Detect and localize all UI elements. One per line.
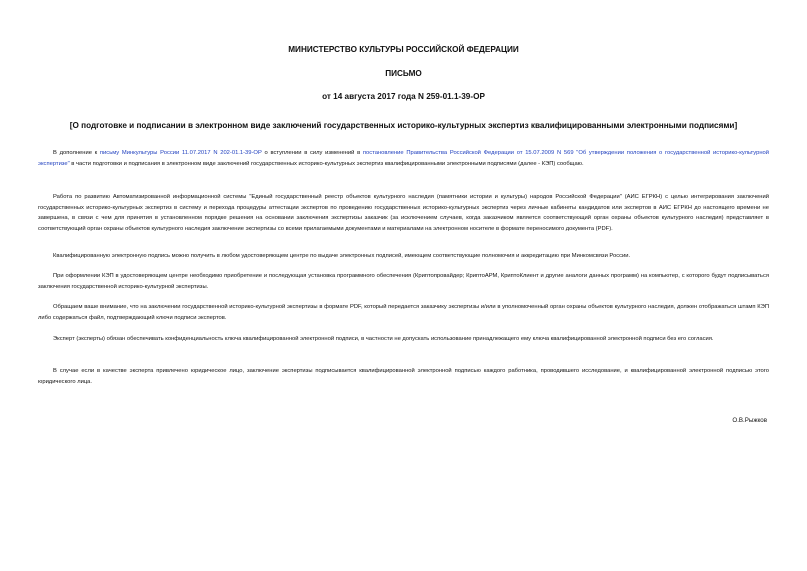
letter-link[interactable]: письму Минкультуры России 11.07.2017 N 202-01.1-39-ОР bbox=[99, 150, 262, 156]
paragraph-1-text-b: о вступлении в силу изменений в bbox=[261, 150, 363, 156]
date-and-number: от 14 августа 2017 года N 259-01.1-39-ОР bbox=[322, 92, 485, 101]
resolution-link[interactable]: постановление Правительства Российской Федерации от 15.07.2009 N 569 "Об утверждении положения о государственной историко-культурной экспертизе" bbox=[38, 150, 769, 167]
ministry-heading: МИНИСТЕРСТВО КУЛЬТУРЫ РОССИЙСКОЙ ФЕДЕРАЦИИ bbox=[288, 45, 519, 54]
paragraph-3: Квалифицированную электронную подпись можно получить в любом удостоверяющем центре по выдаче электронных подписей, имеющем соответствующие полномочия и аккредитацию при Минкомсвязи России. bbox=[53, 253, 631, 259]
paragraph-6: Эксперт (эксперты) обязан обеспечивать конфиденциальность ключа квалифицированной электронной подписи, в частности не допускать использование принадлежащего ему ключа квалифицированной электронной подписи без его согласия. bbox=[53, 336, 714, 342]
paragraph-4: При оформлении КЭП в удостоверяющем центре необходимо приобретение и последующая установка программного обеспечения (Криптопровайдер; КриптоАРМ, КриптоКлиент и другие аналоги данных программ) на компьютер, с которого будут подписываться заключения государственной историко-культурной экспертизы. bbox=[38, 273, 769, 290]
document-subject: [О подготовке и подписании в электронном виде заключений государственных историко-культурных экспертиз квалифицированными электронными подписями] bbox=[69, 121, 738, 130]
paragraph-5: Обращаем ваше внимание, что на заключении государственной историко-культурной экспертизы в формате PDF, который передается заказчику экспертизы и/или в уполномоченный орган охраны объектов культурного наследия, должен отображаться штамп КЭП либо содержаться файл, подтверждающий ключи подписи экспертов. bbox=[38, 304, 769, 321]
signature: О.В.Рыжков bbox=[732, 417, 767, 424]
document-type: ПИСЬМО bbox=[385, 69, 422, 78]
paragraph-2: Работа по развитию Автоматизированной информационной системы "Единый государственный реестр объектов культурного наследия (памятники истории и культуры) народов Российской Федерации" (АИС ЕГРКН) с целью интегрирования заключений государственных историко-культурных экспертиз в систему и перехода процедуры аттестации экспертов по проведению государственных историко-культурных экспертиз через личные кабинеты кандидатов или экспертов в АИС ЕГРКН до настоящего времени не завершена, в связи с чем для принятия в установленном порядке решения на основании заключения экспертизы заказчик (за исключением случаев, когда заказчиком является соответствующий орган охраны объектов культурного наследия) представляет в соответствующий орган охраны объектов культурного наследия заключение экспертизы со всеми прилагаемыми документами и материалами на электронном носителе в формате переносимого документа (PDF). bbox=[38, 194, 769, 232]
paragraph-7: В случае если в качестве эксперта привлечено юридическое лицо, заключение экспертизы подписывается квалифицированной электронной подписью каждого работника, проводившего исследование, и квалифицированной электронной подписью этого юридического лица. bbox=[38, 368, 769, 385]
paragraph-1 bbox=[38, 148, 769, 169]
paragraph-1-text-c: в части подготовки и подписания в электронном виде заключений государственных историко-культурных экспертиз квалифицированными электронными подписями (далее - КЭП) сообщаю. bbox=[69, 160, 584, 167]
paragraph-1-text-a: В дополнение к bbox=[53, 150, 100, 156]
